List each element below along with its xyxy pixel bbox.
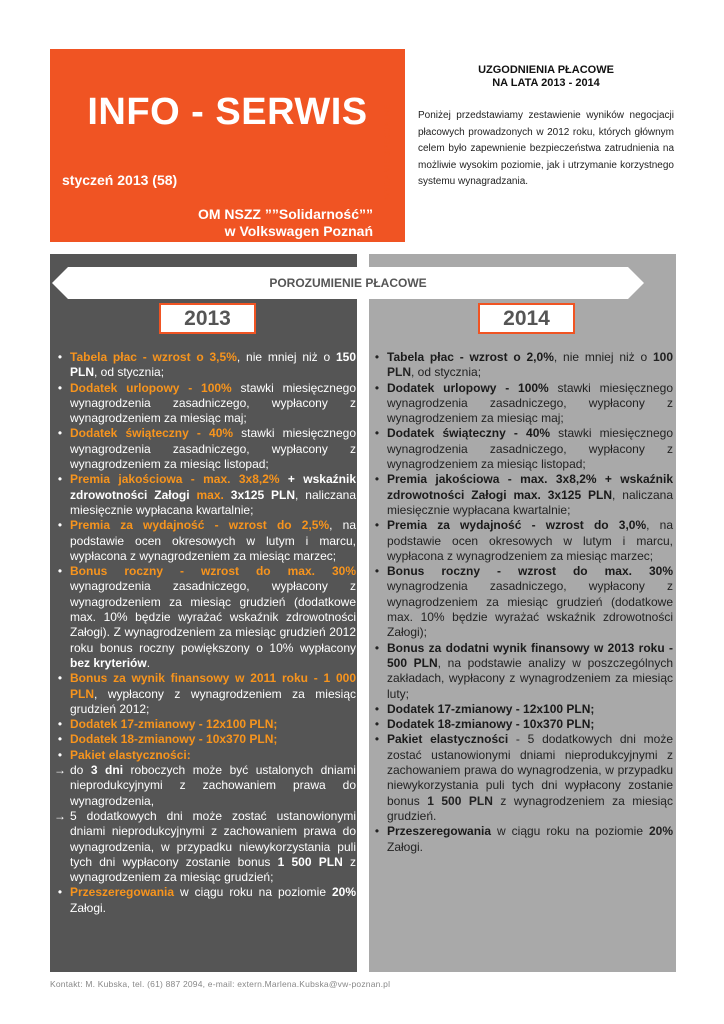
- list-item: [370, 472, 673, 518]
- item-text: Bonus roczny - wzrost do max. 30%: [70, 564, 356, 579]
- list-2013: [53, 350, 356, 916]
- list-item: [53, 732, 356, 747]
- list-item: [370, 717, 673, 732]
- bullet-icon: •: [374, 518, 380, 533]
- bullet-icon: •: [57, 472, 63, 487]
- list-item: [370, 641, 673, 702]
- bullet-icon: •: [57, 732, 63, 747]
- list-item: [370, 702, 673, 717]
- bullet-icon: •: [57, 885, 63, 900]
- item-text: Przeszeregowania: [70, 885, 175, 900]
- item-text: , od stycznia;: [411, 365, 482, 380]
- list-item: [370, 381, 673, 427]
- item-text: Dodatek 18-zmianowy - 10x370 PLN;: [70, 732, 278, 747]
- list-item: [53, 717, 356, 732]
- item-text: 20%: [648, 824, 673, 839]
- list-item: [370, 824, 673, 855]
- item-text: stawki miesięcznego wynagrodzenia zasadniczego, wypłacony z wynagrodzeniem za miesiąc listopad;: [387, 426, 673, 472]
- item-text: 5 dodatkowych dni może zostać ustanowionymi dniami nieprodukcyjnymi z zachowaniem prawa do wynagrodzenia, w przypadku niewykorzystania puli tych dni wypłacony zostanie bonus: [70, 808, 356, 869]
- item-text: Bonus za wynik finansowy w 2011 roku - 1 000 PLN: [70, 671, 356, 701]
- item-text: , na podstawie ocen okresowych w lutym i marcu, wypłacona z wynagrodzeniem za miesiąc marzec;: [70, 518, 356, 563]
- item-text: - 5 dodatkowych dni może zostać ustanowionymi dniami nieprodukcyjnymi z zachowaniem prawa do wynagrodzenia, w przypadku niewykorzystania puli tych dni wypłacony zostanie bonus: [387, 732, 673, 808]
- bullet-icon: •: [57, 671, 63, 686]
- bullet-icon: •: [57, 564, 63, 579]
- item-text: stawki miesięcznego wynagrodzenia zasadniczego, wypłacony z wynagrodzeniem za miesiąc maj;: [70, 380, 356, 426]
- item-text: , na podstawie analizy w poszczególnych zakładach, wypłacony z wynagrodzeniem za miesiąc luty;: [387, 655, 673, 701]
- list-item: [53, 885, 356, 916]
- item-text: Załogi.: [387, 839, 424, 854]
- item-text: Dodatek świąteczny - 40%: [387, 426, 551, 441]
- item-text: 1 500 PLN: [277, 854, 343, 869]
- bullet-icon: •: [374, 380, 380, 395]
- header-box: [50, 49, 405, 242]
- item-text: Pakiet elastyczności: [387, 732, 509, 747]
- item-text: , wypłacony z wynagrodzeniem za miesiąc grudzień 2012;: [70, 686, 356, 716]
- bullet-icon: •: [374, 640, 380, 655]
- agreement-banner: [52, 267, 644, 299]
- arrow-bullet-icon: →: [54, 763, 66, 778]
- banner-label: POROZUMIENIE PŁACOWE: [269, 276, 427, 290]
- item-text: 150 PLN: [70, 350, 356, 380]
- bullet-icon: •: [374, 426, 380, 441]
- list-item: [53, 472, 356, 518]
- list-item: [53, 763, 356, 809]
- bullet-icon: •: [57, 426, 63, 441]
- bullet-icon: •: [374, 472, 380, 487]
- item-text: 20%: [331, 885, 356, 900]
- list-item: [53, 809, 356, 885]
- item-text: z wynagrodzeniem za miesiąc grudzień;: [70, 854, 356, 885]
- item-text: do: [70, 763, 91, 778]
- organization-line-1: OM NSZZ ””Solidarność””: [197, 206, 373, 222]
- year-2013-badge: 2013: [159, 303, 256, 334]
- item-text: Premia jakościowa - max. 3x8,2% + wskaźnik zdrowotności Załogi max. 3x125 PLN: [387, 472, 673, 502]
- year-2014-badge: 2014: [478, 303, 575, 334]
- intro-title-line-2: NA LATA 2013 - 2014: [492, 77, 600, 89]
- bullet-icon: •: [374, 350, 380, 364]
- item-text: Dodatek 17-zmianowy - 12x100 PLN;: [387, 701, 595, 716]
- list-item: [53, 748, 356, 763]
- intro-title: [418, 64, 674, 90]
- list-item: [370, 732, 673, 824]
- item-text: , naliczana miesięcznie wypłacana kwartalnie;: [387, 487, 673, 517]
- bullet-icon: •: [374, 564, 380, 579]
- bullet-icon: •: [374, 717, 380, 732]
- item-text: .: [146, 655, 151, 670]
- special-edition-label: WYDANIE SPECJALNE: [383, 103, 392, 200]
- item-text: Przeszeregowania: [387, 824, 492, 839]
- item-text: w ciągu roku na poziomie: [491, 824, 649, 839]
- item-text: stawki miesięcznego wynagrodzenia zasadniczego, wypłacony z wynagrodzeniem za miesiąc listopad;: [70, 426, 356, 472]
- bullet-icon: •: [57, 350, 63, 364]
- item-text: Dodatek 17-zmianowy - 12x100 PLN;: [70, 717, 278, 732]
- item-text: , naliczana miesięcznie wypłacana kwartalnie;: [70, 487, 356, 517]
- item-text: z wynagrodzeniem za miesiąc grudzień.: [387, 793, 673, 823]
- list-item: [53, 518, 356, 564]
- list-item: [370, 564, 673, 640]
- item-text: Premia za wydajność - wzrost do 3,0%: [387, 518, 647, 533]
- list-item: [53, 350, 356, 381]
- list-item: [53, 381, 356, 427]
- list-item: [53, 564, 356, 671]
- item-text: Bonus za dodatni wynik finansowy w 2013 roku - 500 PLN: [387, 640, 673, 670]
- intro-title-line-1: UZGODNIENIA PŁACOWE: [478, 64, 614, 76]
- bullet-icon: •: [374, 701, 380, 716]
- item-text: Tabela płac - wzrost o 2,0%: [387, 350, 554, 364]
- bullet-icon: •: [57, 380, 63, 395]
- item-text: Dodatek urlopowy - 100%: [70, 380, 232, 395]
- item-text: 100 PLN: [387, 350, 673, 380]
- footer-contact: Kontakt: M. Kubska, tel. (61) 887 2094, e-mail: extern.Marlena.Kubska@vw-poznan.pl: [50, 979, 391, 989]
- item-text: + wskaźnik zdrowotności Załogi: [70, 472, 356, 502]
- bullet-icon: •: [374, 824, 380, 839]
- item-text: Premia jakościowa - max. 3x8,2%: [70, 472, 280, 487]
- arrow-bullet-icon: →: [54, 808, 66, 823]
- list-item: [370, 350, 673, 381]
- issue-date: styczeń 2013 (58): [62, 172, 178, 188]
- organization-line-2: w Volkswagen Poznań: [224, 223, 373, 239]
- item-text: bez kryteriów: [70, 655, 147, 670]
- item-text: roboczych może być ustalonych dniami nieprodukcyjnymi z zachowaniem prawa do wynagrodzenia,: [70, 763, 356, 808]
- item-text: Premia za wydajność - wzrost do 2,5%: [70, 518, 330, 533]
- item-text: stawki miesięcznego wynagrodzenia zasadniczego, wypłacony z wynagrodzeniem za miesiąc maj;: [387, 380, 673, 426]
- item-text: Dodatek 18-zmianowy - 10x370 PLN;: [387, 717, 595, 732]
- item-text: , na podstawie ocen okresowych w lutym i marcu, wypłacona z wynagrodzeniem za miesiąc marzec;: [387, 518, 673, 563]
- item-text: w ciągu roku na poziomie: [174, 885, 332, 900]
- item-text: , nie mniej niż o: [236, 350, 336, 364]
- item-text: Załogi.: [70, 900, 107, 915]
- item-text: Bonus roczny - wzrost do max. 30%: [387, 564, 673, 579]
- item-text: , od stycznia;: [94, 365, 165, 380]
- bullet-icon: •: [57, 717, 63, 732]
- list-item: [53, 671, 356, 717]
- item-text: 1 500 PLN: [427, 793, 493, 808]
- item-text: Tabela płac - wzrost o 3,5%: [70, 350, 237, 364]
- list-2014: [370, 350, 673, 855]
- list-item: [370, 426, 673, 472]
- item-text: wynagrodzenia zasadniczego, wypłacony z wynagrodzeniem za miesiąc grudzień (dodatkowe max. 10% będzie wyrażać wskaźnik zdrowotności Załogi). Z wynagrodzeniem za miesiąc grudzień 2012 roku bonus roczny powiększony o 10% wypłacony: [70, 579, 356, 655]
- newsletter-title: INFO - SERWIS: [87, 91, 368, 133]
- bullet-icon: •: [57, 518, 63, 533]
- list-item: [370, 518, 673, 564]
- item-text: 3 dni: [90, 763, 124, 778]
- bullet-icon: •: [374, 732, 380, 747]
- bullet-icon: •: [57, 747, 63, 762]
- list-item: [53, 426, 356, 472]
- item-text: Dodatek urlopowy - 100%: [387, 380, 549, 395]
- item-text: wynagrodzenia zasadniczego, wypłacony z wynagrodzeniem za miesiąc grudzień (dodatkowe max. 10% będzie wyrażać wskaźnik zdrowotności Załogi);: [387, 579, 673, 640]
- item-text: Dodatek świąteczny - 40%: [70, 426, 234, 441]
- item-text: max.: [189, 487, 231, 502]
- intro-paragraph: Poniżej przedstawiamy zestawienie wyników negocjacji płacowych prowadzonych w 2012 roku, których głównym celem było zapewnienie bezpieczeństwa zatrudnienia na możliwie wysokim poziomie, jak i utrzymanie korzystnego systemu wynagradzania.: [418, 110, 674, 187]
- item-text: , nie mniej niż o: [553, 350, 653, 364]
- organization-name: [198, 206, 373, 240]
- item-text: 3x125 PLN: [230, 487, 296, 502]
- item-text: Pakiet elastyczności:: [70, 747, 191, 762]
